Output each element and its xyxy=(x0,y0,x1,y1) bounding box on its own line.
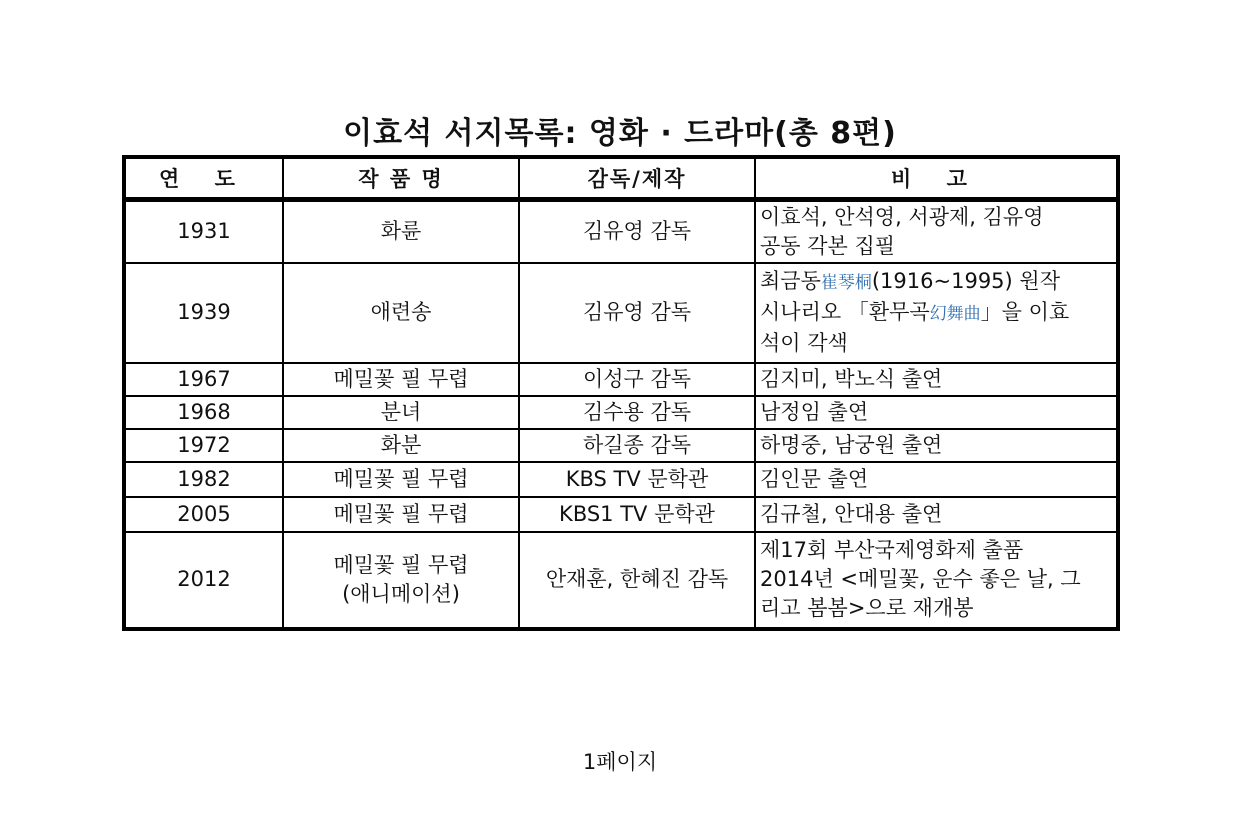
cell-note xyxy=(755,532,1118,629)
cell-director: 하길종 감독 xyxy=(519,429,755,462)
note-line: 제17회 부산국제영화제 출품 xyxy=(760,538,1024,562)
cell-work: 메밀꽃 필 무렵 xyxy=(283,462,519,497)
cell-director: 김유영 감독 xyxy=(519,200,755,263)
cell-director: 김유영 감독 xyxy=(519,263,755,363)
cell-director: 안재훈, 한혜진 감독 xyxy=(519,532,755,629)
note-line: 하명중, 남궁원 출연 xyxy=(760,432,943,457)
cell-work xyxy=(283,532,519,629)
note-line xyxy=(760,298,1112,329)
cell-director: KBS1 TV 문학관 xyxy=(519,497,755,532)
note-text: 최금동 xyxy=(760,269,821,293)
cell-year: 1931 xyxy=(124,200,283,263)
table-row xyxy=(124,263,1118,363)
cell-director: KBS TV 문학관 xyxy=(519,462,755,497)
cell-note xyxy=(755,200,1118,263)
table-row xyxy=(124,462,1118,497)
table-row xyxy=(124,363,1118,396)
note-line: 이효석, 안석영, 서광제, 김유영 xyxy=(760,204,1044,229)
note-line: 2014년 <메밀꽃, 운수 좋은 날, 그 xyxy=(760,567,1081,591)
table-row xyxy=(124,396,1118,429)
document-title: 이효석 서지목록: 영화 · 드라마(총 8편) xyxy=(343,116,897,151)
hanja-annotation: 崔琴桐 xyxy=(820,273,872,293)
cell-year: 2005 xyxy=(124,497,283,532)
cell-work: 메밀꽃 필 무렵 xyxy=(283,363,519,396)
cell-work: 분녀 xyxy=(283,396,519,429)
note-line: 리고 봄봄>으로 재개봉 xyxy=(760,596,974,620)
cell-director: 이성구 감독 xyxy=(519,363,755,396)
cell-note xyxy=(755,396,1118,429)
cell-year: 2012 xyxy=(124,532,283,629)
note-line: 남정임 출연 xyxy=(760,399,869,424)
note-line: 공동 각본 집필 xyxy=(760,233,896,258)
cell-note xyxy=(755,263,1118,363)
table-row xyxy=(124,200,1118,263)
cell-note xyxy=(755,429,1118,462)
header-year: 연 도 xyxy=(124,157,283,200)
note-line: 김지미, 박노식 출연 xyxy=(760,366,943,391)
work-title: 메밀꽃 필 무렵 xyxy=(333,552,469,577)
bibliography-table xyxy=(122,155,1120,631)
cell-director: 김수용 감독 xyxy=(519,396,755,429)
cell-note xyxy=(755,363,1118,396)
note-line: 김규철, 안대용 출연 xyxy=(760,501,943,526)
cell-year: 1967 xyxy=(124,363,283,396)
cell-note xyxy=(755,462,1118,497)
page-number: 1페이지 xyxy=(582,750,658,774)
cell-work: 화분 xyxy=(283,429,519,462)
table-row xyxy=(124,429,1118,462)
note-text: 」을 이효 xyxy=(980,300,1070,324)
note-text: 시나리오 「환무곡 xyxy=(760,300,930,324)
cell-year: 1982 xyxy=(124,462,283,497)
note-line xyxy=(760,267,1112,298)
cell-year: 1968 xyxy=(124,396,283,429)
work-subtitle: (애니메이션) xyxy=(342,581,460,606)
table-header-row xyxy=(124,157,1118,200)
cell-year: 1972 xyxy=(124,429,283,462)
cell-note xyxy=(755,497,1118,532)
table-row xyxy=(124,532,1118,629)
hanja-annotation: 幻舞曲 xyxy=(929,304,981,324)
cell-work: 화륜 xyxy=(283,200,519,263)
header-work: 작 품 명 xyxy=(283,157,519,200)
cell-work: 메밀꽃 필 무렵 xyxy=(283,497,519,532)
note-line: 김인문 출연 xyxy=(760,466,869,491)
note-line: 석이 각색 xyxy=(760,331,848,355)
header-note: 비 고 xyxy=(755,157,1118,200)
cell-year: 1939 xyxy=(124,263,283,363)
note-text: (1916~1995) 원작 xyxy=(871,269,1060,293)
header-director: 감독/제작 xyxy=(519,157,755,200)
cell-work: 애련송 xyxy=(283,263,519,363)
table-row xyxy=(124,497,1118,532)
